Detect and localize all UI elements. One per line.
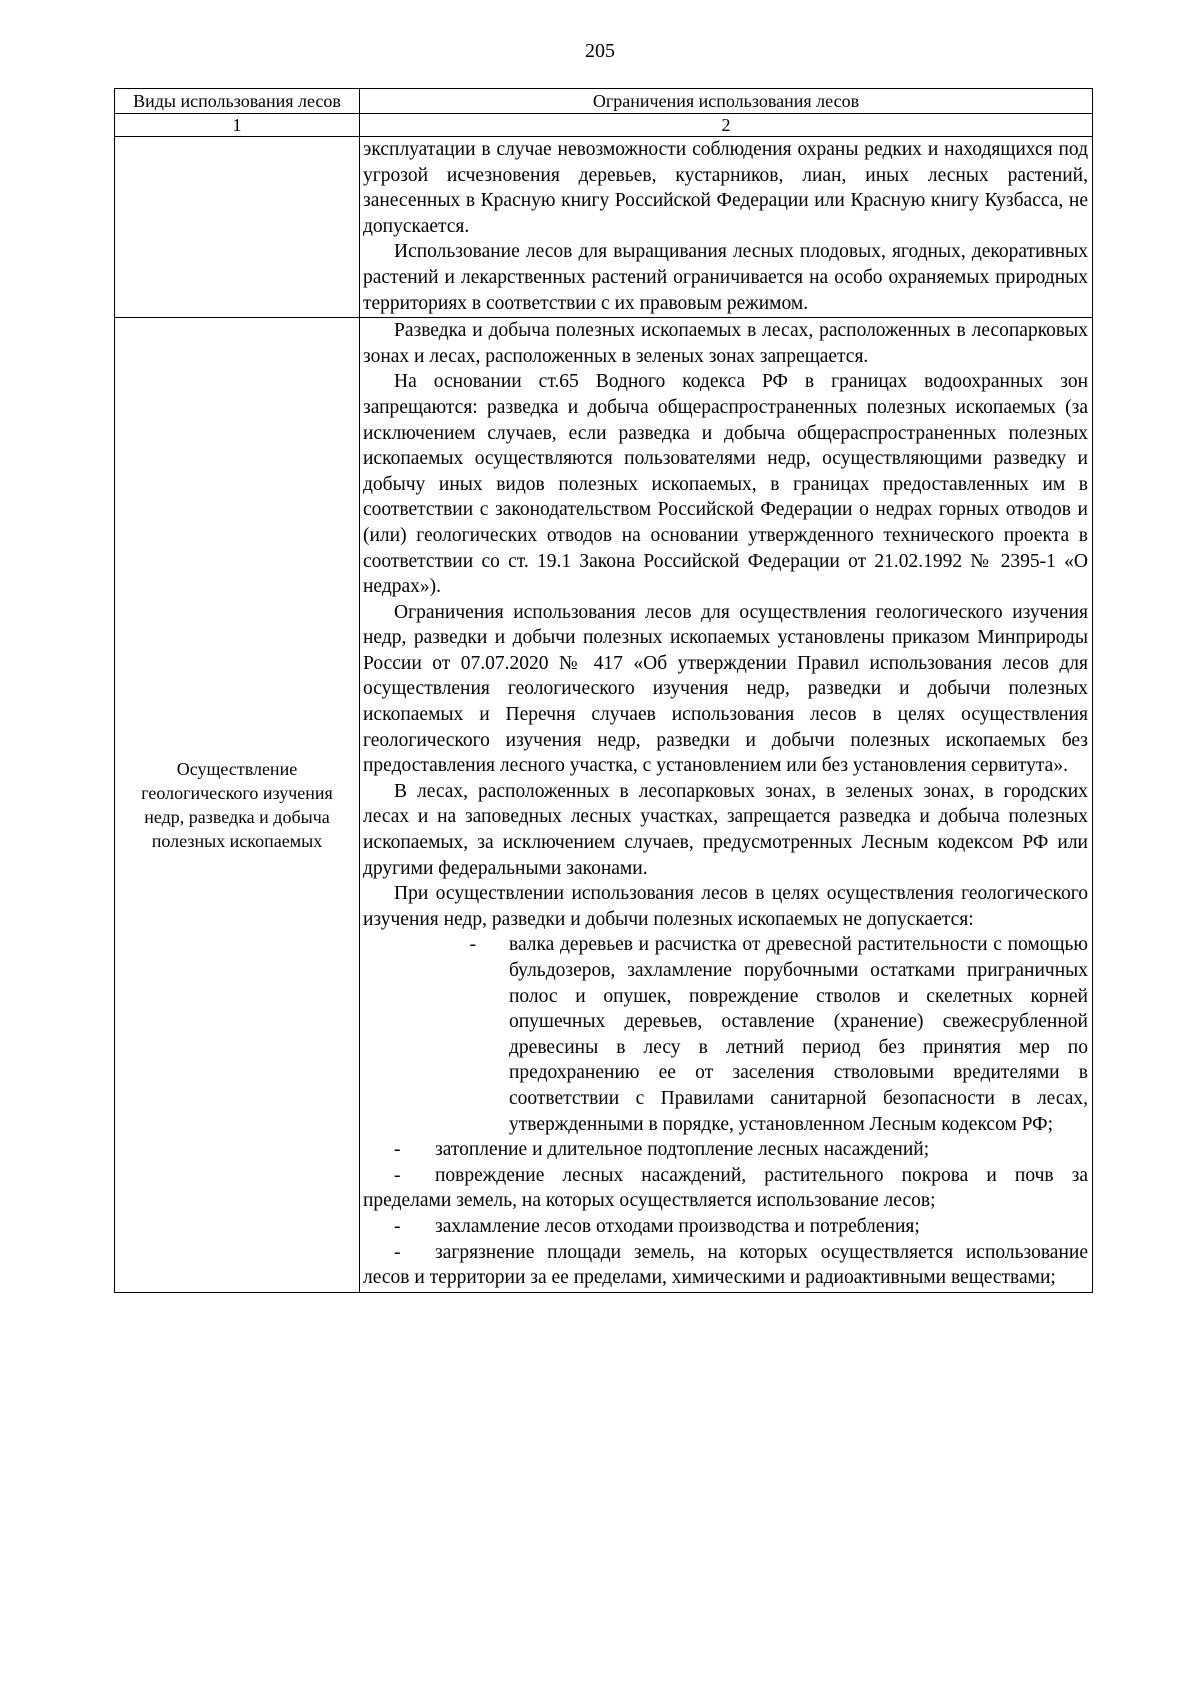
list-item-text: затопление и длительное подтопление лесных насаждений; xyxy=(435,1139,930,1161)
row-1-use-type xyxy=(115,137,360,318)
list-item xyxy=(363,1137,1088,1163)
list-item-text: повреждение лесных насаждений, растительного покрова и почв за пределами земель, на которых осуществляется использование лесов; xyxy=(363,1164,1088,1212)
row-2-use-type: Осуществление геологического изучения недр, разведка и добыча полезных ископаемых xyxy=(115,318,360,1293)
list-item xyxy=(363,1163,1088,1214)
header-forest-use-restrictions: Ограничения использования лесов xyxy=(360,89,1093,114)
dash-marker: - xyxy=(394,1241,401,1263)
page-number: 205 xyxy=(585,40,615,62)
row-1-restrictions xyxy=(360,137,1093,318)
list-item xyxy=(363,1214,1088,1240)
column-number-2: 2 xyxy=(360,114,1093,137)
column-number-1: 1 xyxy=(115,114,360,137)
dash-marker: - xyxy=(394,1164,401,1186)
restrictions-table xyxy=(114,88,1093,1293)
paragraph: Использование лесов для выращивания лесных плодовых, ягодных, декоративных растений и лекарственных растений ограничивается на особо охраняемых природных территориях в соответствии с их правовым режимом. xyxy=(363,241,1088,314)
list-item xyxy=(363,932,1088,1137)
header-forest-use-types: Виды использования лесов xyxy=(115,89,360,114)
list-item xyxy=(363,1240,1088,1291)
list-item-text: загрязнение площади земель, на которых осуществляется использование лесов и территории за ее пределами, химическими и радиоактивными веществами; xyxy=(363,1241,1088,1289)
list-item-text: захламление лесов отходами производства и потребления; xyxy=(435,1215,920,1237)
table-header-row xyxy=(115,89,1093,114)
paragraph: На основании ст.65 Водного кодекса РФ в границах водоохранных зон запрещаются: разведка и добыча общераспространенных полезных ископаемых (за исключением случаев, если разведка и добыча общераспространенных полезных ископаемых осуществляются пользователями недр, осуществляющими разведку и добычу иных видов полезных ископаемых, в границах предоставленных им в соответствии с законодательством Российской Федерации о недрах горных отводов и (или) геологических отводов на основании утвержденного технического проекта в соответствии со ст. 19.1 Закона Российской Федерации от 21.02.1992 № 2395-1 «О недрах»). xyxy=(363,371,1088,598)
paragraph: Ограничения использования лесов для осуществления геологического изучения недр, разведки и добычи полезных ископаемых установлены приказом Минприроды России от 07.07.2020 № 417 «Об утверждении Правил использования лесов для осуществления геологического изучения недр, разведки и добычи полезных ископаемых и Перечня случаев использования лесов в целях осуществления геологического изучения недр, разведки и добычи полезных ископаемых без предоставления лесного участка, с установлением или без установления сервитута». xyxy=(363,601,1088,777)
dash-marker: - xyxy=(394,1139,401,1161)
table-row xyxy=(115,137,1093,318)
column-number-row xyxy=(115,114,1093,137)
dash-marker: - xyxy=(469,934,476,956)
paragraph: В лесах, расположенных в лесопарковых зонах, в зеленых зонах, в городских лесах и на заповедных лесных участках, запрещается разведка и добыча полезных ископаемых, за исключением случаев, предусмотренных Лесным кодексом РФ или другими федеральными законами. xyxy=(363,780,1088,879)
list-item-text: валка деревьев и расчистка от древесной растительности с помощью бульдозеров, захламление порубочными остатками приграничных полос и опушек, повреждение стволов и скелетных корней опушечных деревьев, оставление (хранение) свежесрубленной древесины в лесу в летний период без принятия мер по предохранению ее от заселения стволовыми вредителями в соответствии с Правилами санитарной безопасности в лесах, утвержденными в порядке, установленном Лесным кодексом РФ; xyxy=(509,934,1088,1135)
paragraph: При осуществлении использования лесов в целях осуществления геологического изучения недр, разведки и добычи полезных ископаемых не допускается: xyxy=(363,883,1088,930)
dash-marker: - xyxy=(394,1215,401,1237)
table-row xyxy=(115,318,1093,1293)
paragraph: эксплуатации в случае невозможности соблюдения охраны редких и находящихся под угрозой исчезновения деревьев, кустарников, лиан, иных лесных растений, занесенных в Красную книгу Российской Федерации или Красную книгу Кузбасса, не допускается. xyxy=(363,139,1088,237)
paragraph: Разведка и добыча полезных ископаемых в лесах, расположенных в лесопарковых зонах и лесах, расположенных в зеленых зонах запрещается. xyxy=(363,320,1088,367)
row-2-restrictions xyxy=(360,318,1093,1293)
